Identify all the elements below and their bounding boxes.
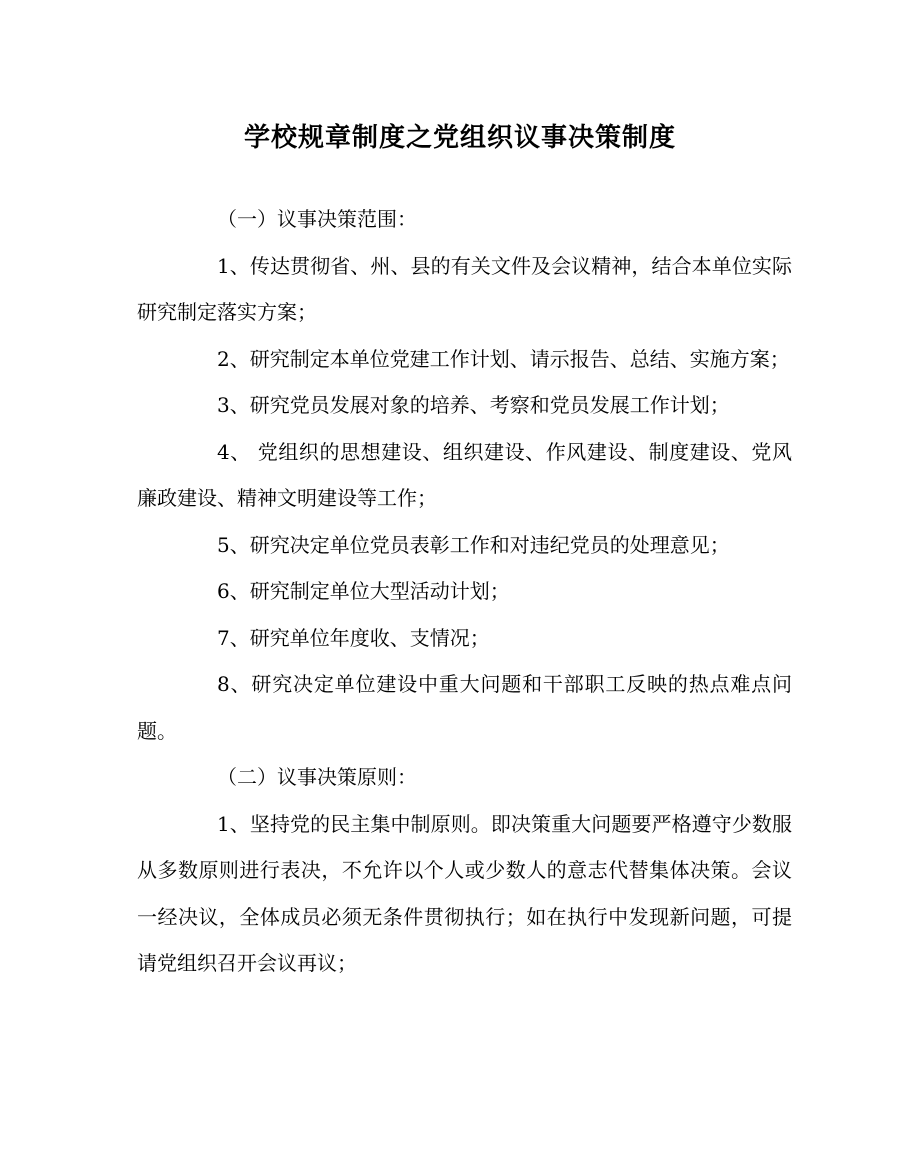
scope-item-3: 3、研究党员发展对象的培养、考察和党员发展工作计划；: [217, 393, 730, 417]
document-title: 学校规章制度之党组织议事决策制度: [243, 123, 676, 153]
section-heading-principles: （二）议事决策原则：: [217, 765, 417, 789]
document-body: [137, 196, 792, 987]
scope-item-6: 6、研究制定单位大型活动计划；: [217, 579, 510, 603]
scope-item-4: 4、 党组织的思想建设、组织建设、作风建设、制度建设、党风廉政建设、精神文明建设等工作；: [137, 439, 792, 510]
scope-item-1: 1、传达贯彻省、州、县的有关文件及会议精神，结合本单位实际研究制定落实方案；: [137, 253, 792, 324]
principle-item-1: 1、坚持党的民主集中制原则。即决策重大问题要严格遵守少数服从多数原则进行表决，不允许以个人或少数人的意志代替集体决策。会议一经决议，全体成员必须无条件贯彻执行；如在执行中发现新问题，可提请党组织召开会议再议；: [137, 811, 792, 975]
section-heading-scope: （一）议事决策范围：: [217, 207, 417, 231]
scope-item-7: 7、研究单位年度收、支情况；: [217, 625, 490, 650]
scope-item-5: 5、研究决定单位党员表彰工作和对违纪党员的处理意见；: [217, 532, 730, 557]
scope-item-8: 8、研究决定单位建设中重大问题和干部职工反映的热点难点问题。: [137, 672, 792, 743]
scope-item-2: 2、研究制定本单位党建工作计划、请示报告、总结、实施方案；: [217, 346, 790, 371]
